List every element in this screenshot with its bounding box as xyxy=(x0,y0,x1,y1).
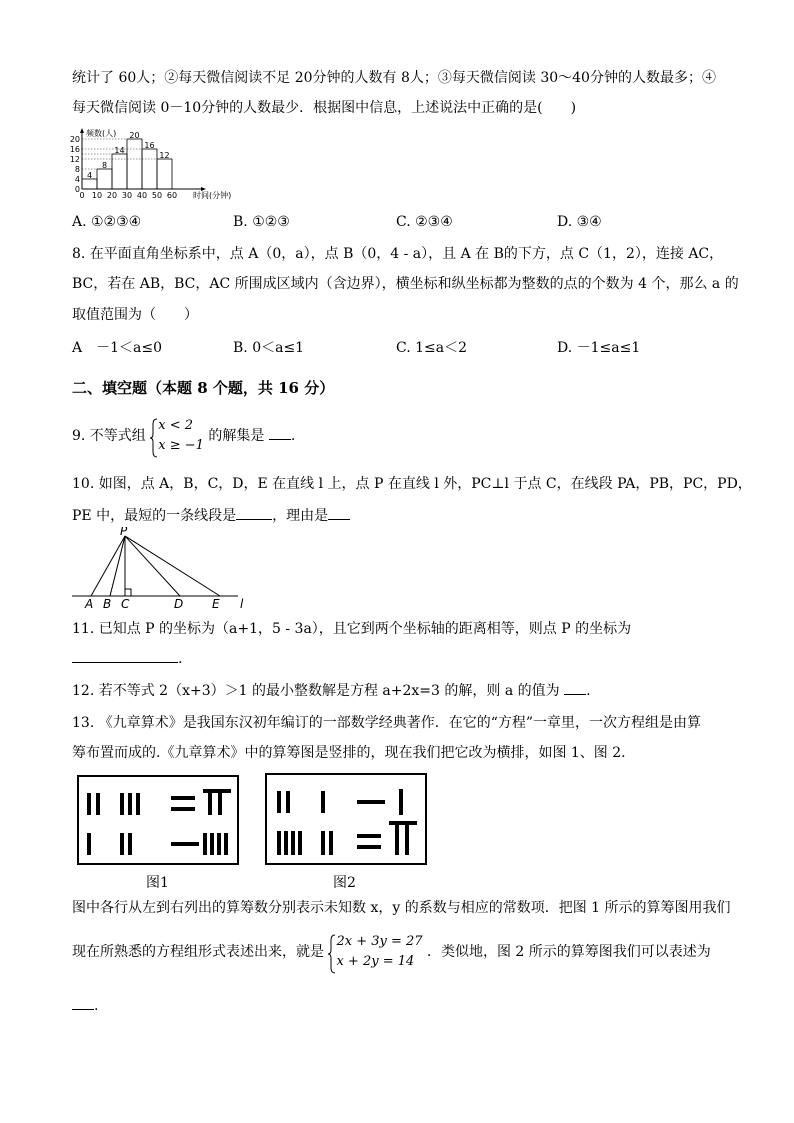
q10-line2 xyxy=(72,506,350,526)
q13-line4-b: ．类似地，图 2 所示的算筹图我们可以表述为 xyxy=(426,944,711,960)
q7-line2: 每天微信阅读 0－10分钟的人数最少．根据图中信息，上述说法中正确的是( ) xyxy=(72,100,577,116)
histogram-bar xyxy=(82,179,97,189)
histogram-bar xyxy=(112,154,127,189)
brace-icon xyxy=(328,934,336,974)
q13-line5 xyxy=(72,996,98,1016)
segment-pa xyxy=(91,536,125,596)
x-tick-label: 20 xyxy=(106,191,118,200)
segment-pe xyxy=(125,536,220,596)
bar-value-label: 12 xyxy=(159,151,170,160)
q8-option-c[interactable]: C. 1≤a＜2 xyxy=(396,340,468,356)
q13-system xyxy=(328,932,422,972)
q13-answer-blank[interactable] xyxy=(72,997,94,1010)
label-d: D xyxy=(174,597,184,611)
label-b: B xyxy=(103,597,112,611)
q13-end: . xyxy=(94,998,99,1014)
q13-sys-row2: x + 2y = 14 xyxy=(336,954,415,969)
q8-line1: 8. 在平面直角坐标系中，点 A（0，a），点 B（0，4 - a），且 A 在 B的下方，点 C（1，2），连接 AC， xyxy=(72,246,724,262)
histogram-bar xyxy=(142,149,157,189)
q10-line2-b: ，理由是 xyxy=(272,508,329,524)
counting-rods-figure-2 xyxy=(265,773,427,865)
figure-2-caption: 图2 xyxy=(333,875,356,891)
q7-option-d[interactable]: D. ③④ xyxy=(557,214,602,230)
histogram-bar xyxy=(127,139,142,189)
label-c: C xyxy=(121,597,130,611)
x-tick-label: 30 xyxy=(121,191,133,200)
q7-option-a[interactable]: A. ①②③④ xyxy=(72,214,142,230)
q9-row2: x ≥ −1 xyxy=(158,438,204,453)
q9-suffix: 的解集是 xyxy=(208,428,265,444)
q9-row1: x < 2 xyxy=(158,418,194,433)
rods-fig2-drawing xyxy=(267,775,425,863)
q8-line2: BC，若在 AB，BC，AC 所围成区域内（含边界），横坐标和纵坐标都为整数的点的个数为 4 个，那么 a 的 xyxy=(72,276,739,292)
bar-value-label: 16 xyxy=(144,141,155,150)
y-tick-label: 8 xyxy=(74,165,80,174)
label-e: E xyxy=(212,597,220,611)
figure-1-caption: 图1 xyxy=(146,875,169,891)
y-tick-label: 0 xyxy=(74,185,80,194)
y-axis-arrow xyxy=(80,128,84,133)
q13-line3: 图中各行从左到右列出的算筹数分别表示未知数 x，y 的系数与相应的常数项．把图 1 所示的算筹图用我们 xyxy=(72,900,731,916)
q7-line1: 统计了 60人；②每天微信阅读不足 20分钟的人数有 8人；③每天微信阅读 30～40分钟的人数最多；④ xyxy=(72,70,716,86)
q12-text: 12. 若不等式 2（x+3）＞1 的最小整数解是方程 a+2x=3 的解，则 a 的值为 xyxy=(72,683,560,699)
brace-icon xyxy=(150,418,158,458)
q9-system xyxy=(150,416,204,456)
q8-option-b[interactable]: B. 0＜a≤1 xyxy=(233,340,305,356)
q8-option-a[interactable]: A －1＜a≤0 xyxy=(72,340,163,356)
x-tick-label: 40 xyxy=(136,191,148,200)
histogram-bar xyxy=(97,169,112,189)
q8-option-d[interactable]: D. －1≤a≤1 xyxy=(557,340,641,356)
q10-line2-a: PE 中，最短的一条线段是 xyxy=(72,508,237,524)
q10-reason-blank[interactable] xyxy=(328,507,350,520)
q10-answer-blank[interactable] xyxy=(236,507,272,520)
q8-line3: 取值范围为（ ） xyxy=(72,307,198,323)
q11-line1: 11. 已知点 P 的坐标为（a+1，5 - 3a），且它到两个坐标轴的距离相等，则点 P 的坐标为 xyxy=(72,621,632,637)
label-l: l xyxy=(240,597,244,611)
section-heading: 二、填空题（本题 8 个题，共 16 分） xyxy=(72,379,335,397)
q9-end: . xyxy=(290,428,296,444)
x-tick-label: 50 xyxy=(151,191,163,200)
y-tick-label: 16 xyxy=(70,145,80,154)
q12-end: . xyxy=(586,683,591,699)
q13-line4-a: 现在所熟悉的方程组形式表述出来，就是 xyxy=(72,944,324,960)
bar-value-label: 8 xyxy=(101,161,108,170)
q13-line4 xyxy=(72,930,711,974)
y-tick-label: 12 xyxy=(70,155,80,164)
q12-answer-blank[interactable] xyxy=(564,682,586,695)
counting-rods-figure-1 xyxy=(77,775,239,865)
q11-line2 xyxy=(72,649,182,669)
q13-line2: 筹布置而成的.《九章算术》中的算筹图是竖排的，现在我们把它改为横排，如图 1、图 2. xyxy=(72,745,626,761)
label-a: A xyxy=(85,597,94,611)
x-tick-label: 0 xyxy=(79,191,85,200)
y-tick-label: 4 xyxy=(74,175,80,184)
x-tick-label: 10 xyxy=(91,191,103,200)
q13-line1: 13. 《九章算术》是我国东汉初年编订的一部数学经典著作．在它的“方程”一章里，一次方程组是由算 xyxy=(72,715,702,731)
q13-sys-row1: 2x + 3y = 27 xyxy=(336,934,423,949)
histogram-bar xyxy=(157,159,172,189)
q9 xyxy=(72,414,295,458)
histogram-chart xyxy=(70,127,250,202)
q7-option-b[interactable]: B. ①②③ xyxy=(233,214,290,230)
q12-line xyxy=(72,681,591,701)
x-tick-label: 60 xyxy=(166,191,178,200)
bar-value-label: 14 xyxy=(114,146,125,155)
q11-end: . xyxy=(178,651,183,667)
y-axis-label: 频数(人) xyxy=(86,129,117,138)
q11-answer-blank[interactable] xyxy=(72,650,178,663)
x-axis-label: 时间(分钟) xyxy=(193,191,232,200)
rods-fig1-drawing xyxy=(79,777,237,863)
right-angle-mark xyxy=(125,589,131,596)
y-tick-label: 20 xyxy=(70,135,80,144)
bar-value-label: 4 xyxy=(86,171,93,180)
segment-pb xyxy=(110,536,125,596)
q10-line1: 10. 如图，点 A，B，C，D，E 在直线 l 上，点 P 在直线 l 外，PC⊥l 于点 C，在线段 PA，PB，PC，PD， xyxy=(72,476,752,492)
q7-option-c[interactable]: C. ②③④ xyxy=(396,214,453,230)
bar-value-label: 20 xyxy=(129,131,140,140)
q9-prefix: 9. 不等式组 xyxy=(72,428,146,444)
q10-line-figure xyxy=(70,527,260,613)
q9-answer-blank[interactable] xyxy=(269,427,291,440)
label-p: P xyxy=(120,527,128,538)
